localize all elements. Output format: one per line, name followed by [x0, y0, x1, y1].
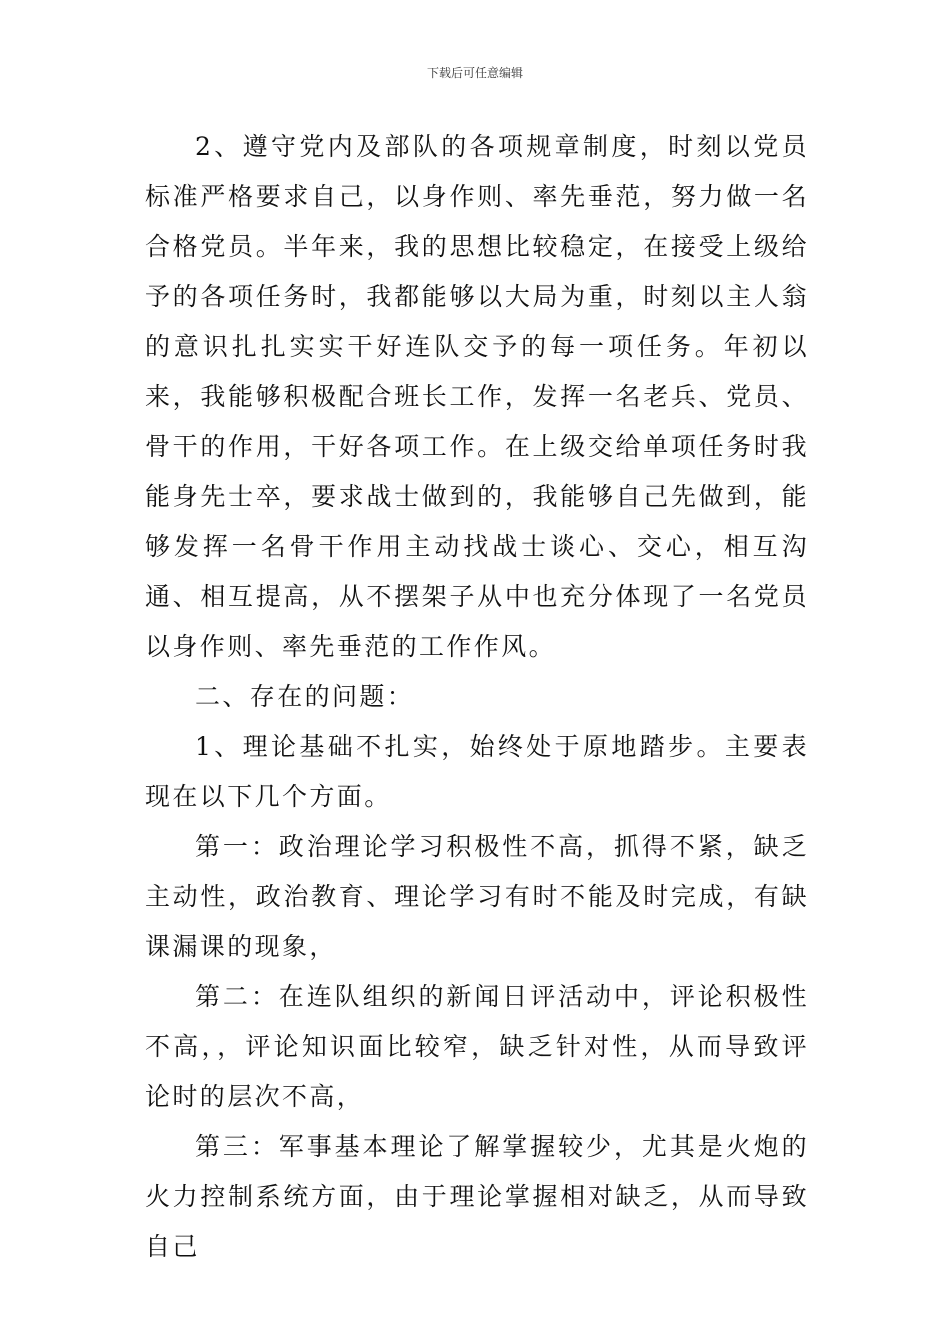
paragraph-third-point: 第三：军事基本理论了解掌握较少，尤其是火炮的火力控制系统方面，由于理论掌握相对缺乏，从而导致自己 — [145, 1132, 809, 1261]
paragraph-first-point: 第一：政治理论学习积极性不高，抓得不紧，缺乏主动性，政治教育、理论学习有时不能及时完成，有缺课漏课的现象， — [145, 832, 809, 961]
paragraph-rules-compliance: 2、遵守党内及部队的各项规章制度，时刻以党员标准严格要求自己，以身作则、率先垂范，努力做一名合格党员。半年来，我的思想比较稳定，在接受上级给予的各项任务时，我都能够以大局为重，时刻以主人翁的意识扎扎实实干好连队交予的每一项任务。年初以来，我能够积极配合班长工作，发挥一名老兵、党员、骨干的作用，干好各项工作。在上级交给单项任务时我能身先士卒，要求战士做到的，我能够自己先做到，能够发挥一名骨干作用主动找战士谈心、交心，相互沟通、相互提高，从不摆架子从中也充分体现了一名党员以身作则、率先垂范的工作作风。 — [145, 132, 809, 661]
paragraph-second-point: 第二：在连队组织的新闻日评活动中，评论积极性不高，，评论知识面比较窄，缺乏针对性，从而导致评论时的层次不高， — [145, 982, 809, 1111]
page-header: 下载后可任意编辑 — [426, 66, 523, 80]
section-heading-problems: 二、存在的问题： — [195, 682, 415, 711]
paragraph-theory-foundation: 1、理论基础不扎实，始终处于原地踏步。主要表现在以下几个方面。 — [145, 732, 809, 811]
document-body — [145, 122, 809, 1272]
